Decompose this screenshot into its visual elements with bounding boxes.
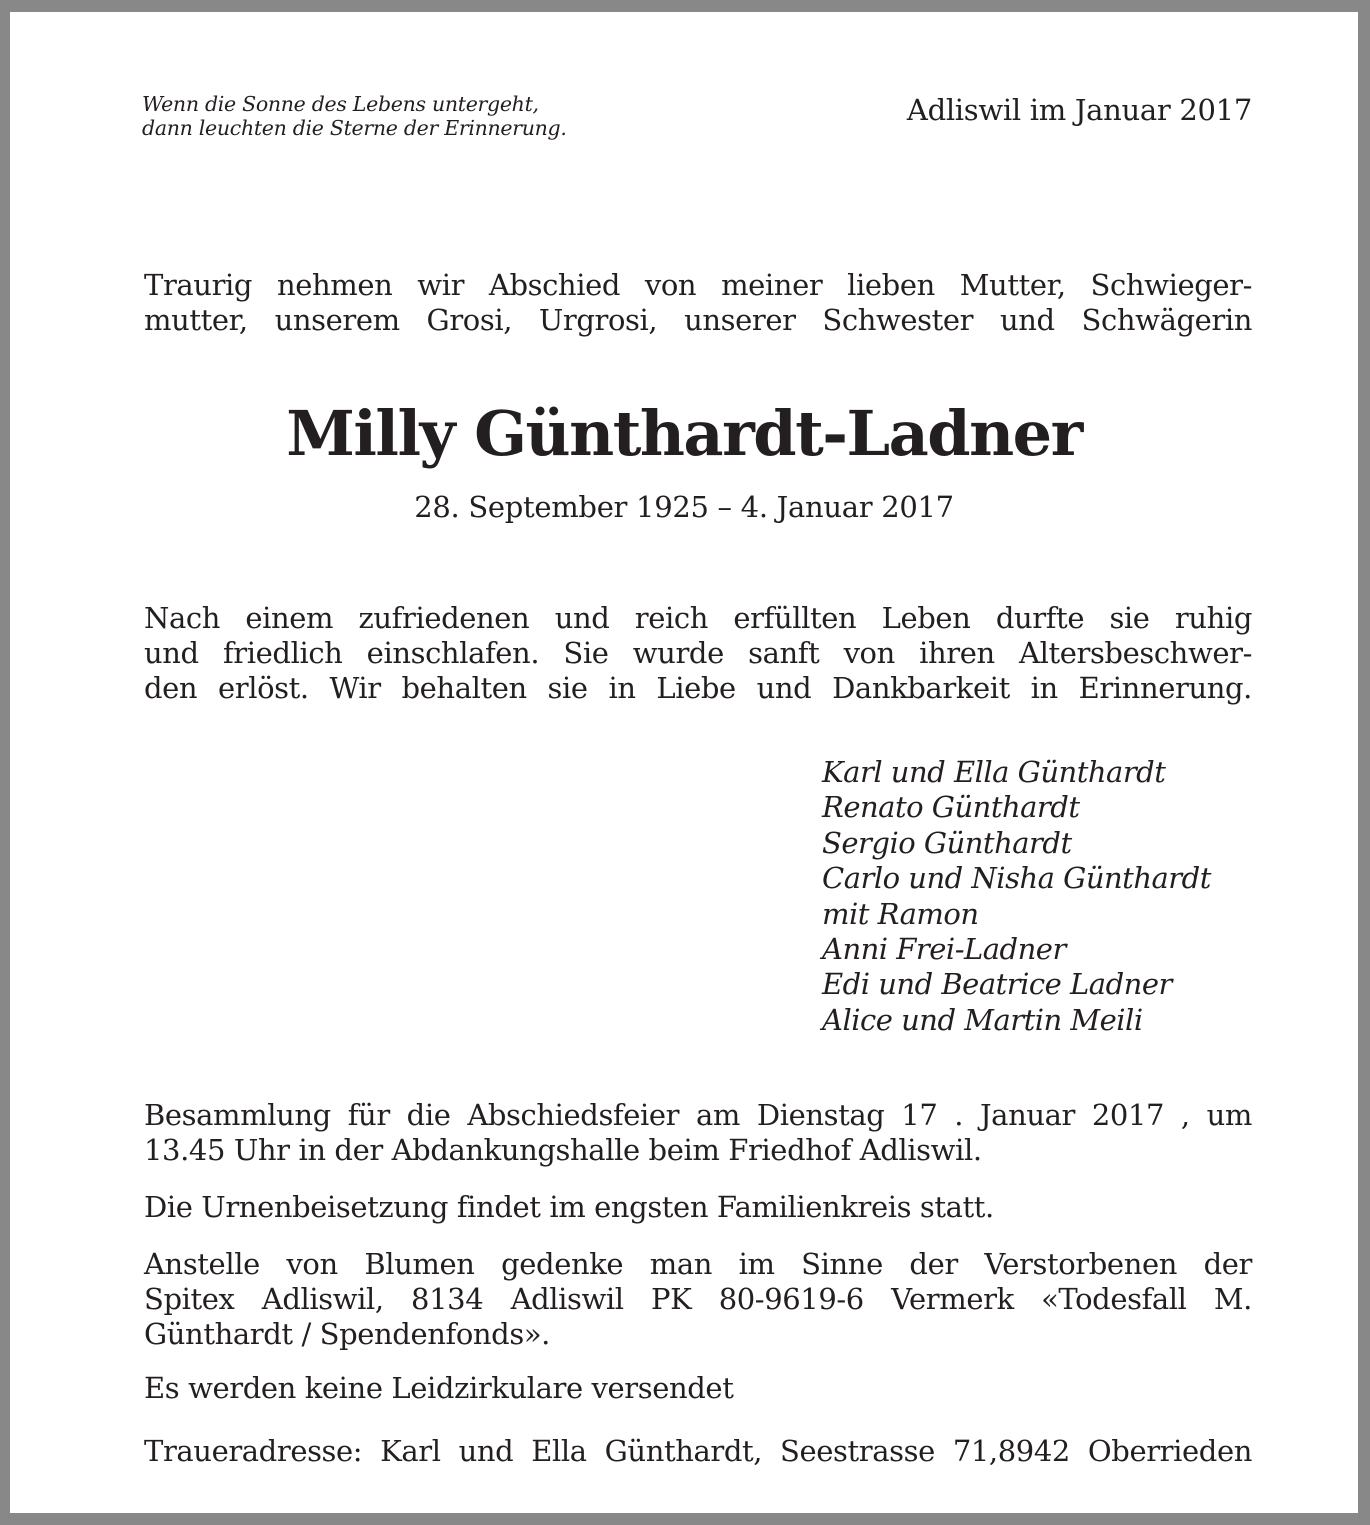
body-paragraph bbox=[144, 601, 1252, 706]
body-line: Nach einem zufriedenen und reich erfüllten Leben durfte sie ruhig bbox=[144, 601, 1252, 635]
deceased-name: Milly Günthardt-Ladner bbox=[286, 397, 1082, 470]
life-dates: 28. September 1925 – 4. Januar 2017 bbox=[414, 490, 954, 524]
donation-line: Anstelle von Blumen gedenke man im Sinne der Verstorbenen der bbox=[144, 1247, 1252, 1281]
mourning-address bbox=[144, 1434, 1252, 1469]
donation-line: Günthardt / Spendenfonds». bbox=[144, 1317, 550, 1351]
mourner-entry: Sergio Günthardt bbox=[822, 825, 1072, 860]
body-line: den erlöst. Wir behalten sie in Liebe und Dankbarkeit in Erinnerung. bbox=[144, 671, 1252, 705]
intro-line: Traurig nehmen wir Abschied von meiner lieben Mutter, Schwieger- bbox=[144, 268, 1252, 302]
motto-line: dann leuchten die Sterne der Erinnerung. bbox=[142, 116, 567, 140]
motto-line: Wenn die Sonne des Lebens untergeht, bbox=[142, 92, 539, 116]
motto-quote bbox=[142, 92, 662, 140]
place-date: Adliswil im Januar 2017 bbox=[906, 93, 1252, 127]
address-line: Traueradresse: Karl und Ella Günthardt, Seestrasse 71,8942 Oberrieden bbox=[144, 1434, 1252, 1468]
mourners-list bbox=[822, 755, 1211, 1038]
circulars-notice bbox=[144, 1371, 1252, 1406]
mourner-entry: Karl und Ella Günthardt bbox=[822, 755, 1166, 789]
donation-notice bbox=[144, 1247, 1252, 1352]
intro-paragraph bbox=[144, 268, 1252, 338]
assembly-line: 13.45 Uhr in der Abdankungshalle beim Friedhof Adliswil. bbox=[144, 1133, 982, 1167]
intro-line: mutter, unserem Grosi, Urgrosi, unserer Schwester und Schwägerin bbox=[144, 303, 1252, 337]
obituary-sheet bbox=[10, 12, 1358, 1513]
body-line: und friedlich einschlafen. Sie wurde sanft von ihren Altersbeschwer- bbox=[144, 636, 1252, 670]
assembly-line: Besammlung für die Abschiedsfeier am Dienstag 17 . Januar 2017 , um bbox=[144, 1098, 1252, 1132]
circulars-line: Es werden keine Leidzirkulare versendet bbox=[144, 1371, 734, 1405]
mourner-entry: Alice und Martin Meili bbox=[822, 1002, 1143, 1037]
mourner-entry: Edi und Beatrice Ladner bbox=[822, 967, 1172, 1002]
mourner-entry: Anni Frei-Ladner bbox=[822, 932, 1066, 967]
urn-notice bbox=[144, 1190, 1252, 1225]
donation-line: Spitex Adliswil, 8134 Adliswil PK 80-9619-6 Vermerk «Todesfall M. bbox=[144, 1282, 1252, 1316]
urn-line: Die Urnenbeisetzung findet im engsten Familienkreis statt. bbox=[144, 1190, 994, 1224]
mourner-entry: Renato Günthardt bbox=[822, 790, 1080, 825]
assembly-notice bbox=[144, 1098, 1252, 1168]
mourner-entry: Carlo und Nisha Günthardt bbox=[822, 861, 1211, 896]
mourner-entry: mit Ramon bbox=[822, 896, 979, 931]
